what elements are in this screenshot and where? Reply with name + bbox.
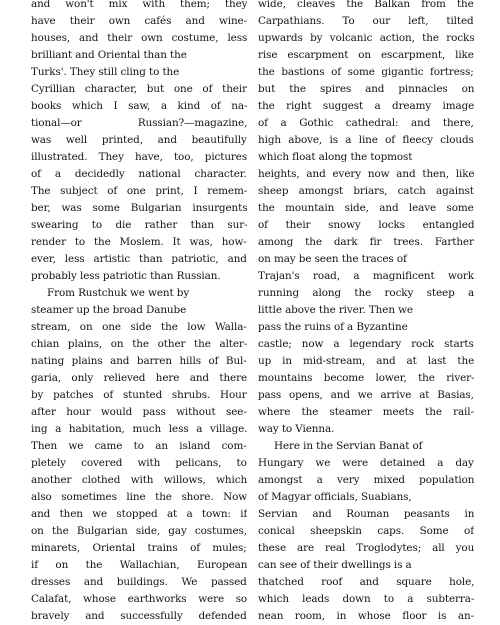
- left-column-text-line: and won't mix with them; they: [31, 0, 247, 10]
- left-column-text-line: books which I saw, a kind of na-: [31, 100, 247, 112]
- right-column-text-line: running along the rocky steep a: [258, 287, 474, 299]
- right-column-text-line: on may be seen the traces of: [258, 253, 407, 265]
- left-column-text-line: pletely covered with pelicans, to: [31, 457, 247, 469]
- right-column-text-line: heights, and every now and then, like: [258, 168, 474, 180]
- right-column-text-line: up in mid-stream, and at last the: [258, 355, 474, 367]
- right-column-text-line: of a Gothic cathedral: and there,: [258, 117, 474, 129]
- right-column-text-line: where the steamer meets the rail-: [258, 406, 474, 418]
- left-column-text-line: ever, less artistic than patriotic, and: [31, 253, 247, 265]
- left-column-text-line: swearing to die rather than sur-: [31, 219, 247, 231]
- right-column-text-line: these are real Troglodytes; all you: [258, 542, 474, 554]
- right-column-text-line: way to Vienna.: [258, 423, 335, 435]
- left-column-text-line: have their own cafés and wine-: [31, 15, 247, 27]
- right-column-text-line: among the dark fir trees. Farther: [258, 236, 474, 248]
- left-column-text-line: steamer up the broad Danube: [31, 304, 187, 316]
- left-column-text-line: illustrated. They have, too, pictures: [31, 151, 247, 163]
- left-column-text-line: tional—or Russian?—magazine,: [31, 117, 247, 129]
- right-column-text-line: rise escarpment on escarpment, like: [258, 49, 474, 61]
- left-column-text-line: ing a habitation, much less a village.: [31, 423, 247, 435]
- left-column-text-line: Calafat, whose earthworks were so: [31, 593, 247, 605]
- left-column-text-line: houses, and their own costume, less: [31, 32, 247, 44]
- left-column-text-line: brilliant and Oriental than the: [31, 49, 187, 61]
- left-column-text-line: chian plains, on the other the alter-: [31, 338, 247, 350]
- left-column-text-line: also sometimes line the shore. Now: [31, 491, 247, 503]
- right-column-text-line: little above the river. Then we: [258, 304, 413, 316]
- left-column-text-line: if on the Wallachian, European: [31, 559, 247, 571]
- right-column-text-line: thatched roof and square hole,: [258, 576, 474, 588]
- left-column-text-line: garia, only relieved here and there: [31, 372, 247, 384]
- left-column-text-line: probably less patriotic than Russian.: [31, 270, 221, 282]
- left-column-text-line: after hour would pass without see-: [31, 406, 247, 418]
- left-column-text-line: bravely and successfully defended: [31, 610, 247, 622]
- right-column-text-line: mountains become lower, the river-: [258, 372, 474, 384]
- right-column-text-line: of Magyar officials, Suabians,: [258, 491, 412, 503]
- right-column-text-line: Trajan's road, a magnificent work: [258, 270, 474, 282]
- right-column-text-line: can see of their dwellings is a: [258, 559, 412, 571]
- left-column-text-line: on the Bulgarian side, gay costumes,: [31, 525, 247, 537]
- left-column-text-line: of a decidedly national character.: [31, 168, 247, 180]
- right-text-column: [258, 0, 474, 625]
- right-column-text-line: castle; now a legendary rock starts: [258, 338, 474, 350]
- right-column-text-line: pass opens, and we arrive at Basias,: [258, 389, 474, 401]
- right-column-text-line: high above, is a line of fleecy clouds: [258, 134, 474, 146]
- right-column-text-line: Hungary we were detained a day: [258, 457, 474, 469]
- right-column-text-line: upwards by volcanic action, the rocks: [258, 32, 474, 44]
- right-column-text-line: Here in the Servian Banat of: [274, 440, 423, 452]
- right-column-text-line: the mountain side, and leave some: [258, 202, 474, 214]
- right-column-text-line: but the spires and pinnacles on: [258, 83, 474, 95]
- left-column-text-line: minarets, Oriental trains of mules;: [31, 542, 247, 554]
- left-column-text-line: and then we stopped at a town: if: [31, 508, 247, 520]
- left-column-text-line: nating plains and barren hills of Bul-: [31, 355, 247, 367]
- right-column-text-line: which leads down to a subterra-: [258, 593, 474, 605]
- right-column-text-line: Servian and Rouman peasants in: [258, 508, 474, 520]
- right-column-text-line: wide, cleaves the Balkan from the: [258, 0, 474, 10]
- left-column-text-line: by patches of stunted shrubs. Hour: [31, 389, 247, 401]
- left-column-text-line: ber, was some Bulgarian insurgents: [31, 202, 247, 214]
- right-column-text-line: sheep amongst briars, catch against: [258, 185, 474, 197]
- left-column-text-line: From Rustchuk we went by: [47, 287, 190, 299]
- left-column-text-line: Turks'. They still cling to the: [31, 66, 180, 78]
- right-column-text-line: conical sheepskin caps. Some of: [258, 525, 474, 537]
- left-column-text-line: stream, on one side the low Walla-: [31, 321, 247, 333]
- left-column-text-line: was well printed, and beautifully: [31, 134, 247, 146]
- right-column-text-line: pass the ruins of a Byzantine: [258, 321, 408, 333]
- left-column-text-line: another clothed with willows, which: [31, 474, 247, 486]
- left-column-text-line: render to the Moslem. It was, how-: [31, 236, 247, 248]
- right-column-text-line: the bastions of some gigantic fortress;: [258, 66, 474, 78]
- left-text-column: [31, 0, 247, 625]
- right-column-text-line: amongst a very mixed population: [258, 474, 474, 486]
- left-column-text-line: Cyrillian character, but one of their: [31, 83, 247, 95]
- left-column-text-line: Then we came to an island com-: [31, 440, 247, 452]
- right-column-text-line: the right suggest a dreamy image: [258, 100, 474, 112]
- left-column-text-line: dresses and buildings. We passed: [31, 576, 247, 588]
- right-column-text-line: nean room, in whose floor is an-: [258, 610, 474, 622]
- left-column-text-line: The subject of one print, I remem-: [31, 185, 247, 197]
- right-column-text-line: which float along the topmost: [258, 151, 413, 163]
- right-column-text-line: of their snowy locks entangled: [258, 219, 474, 231]
- right-column-text-line: Carpathians. To our left, tilted: [258, 15, 474, 27]
